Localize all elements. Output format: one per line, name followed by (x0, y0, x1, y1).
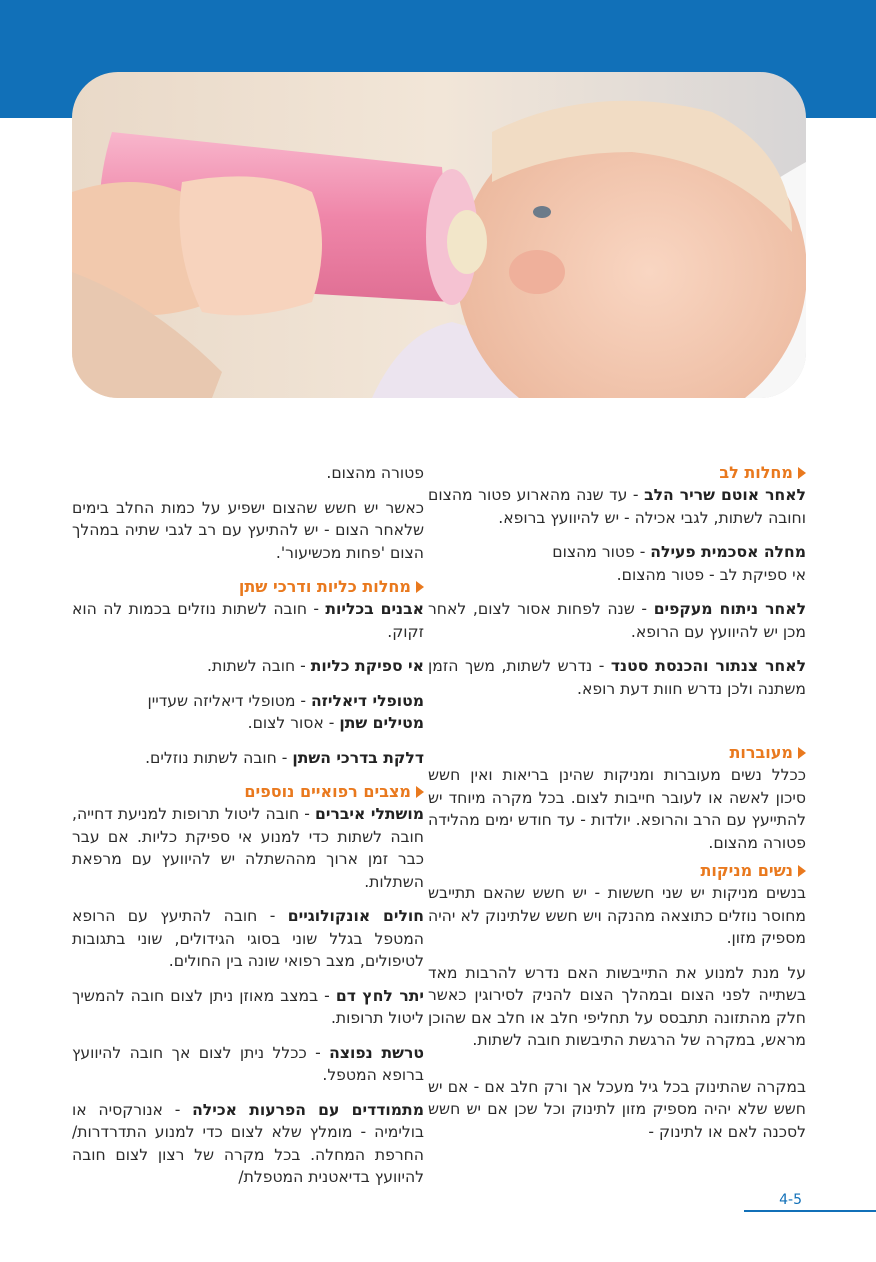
paragraph: לאחר צנתור והכנסת סטנד - נדרש לשתות, משך הזמן משתנה ולכן נדרש חוות דעת רופא. (428, 657, 807, 698)
bullet-arrow-icon (798, 747, 806, 759)
right-column (428, 462, 806, 1155)
paragraph: אי ספיקת כליות - חובה לשתות. (206, 657, 424, 675)
paragraph: פטורה מהצום. (326, 464, 424, 482)
paragraph: כאשר יש חשש שהצום ישפיע על כמות החלב בימים שלאחר הצום - יש להתיעץ עם רב לגבי שתיה במהלך הצום 'פחות מכשיעור'. (72, 498, 424, 562)
paragraph: ככלל נשים מעוברות ומניקות שהינן בריאות ואין חשש סיכון לאשה או לעובר חייבות לצום. בכל מקרה מיוחד יש להתייעץ עם הרב והרופא. יולדות - עד חודש ימים מהלידה פטורה מהצום. (428, 766, 806, 852)
section-title-other: מצבים רפואיים נוספים (72, 781, 424, 803)
paragraph: מחלה אסכמית פעילה - פטור מהצום אי ספיקת לב - פטור מהצום. (552, 543, 806, 584)
paragraph: דלקת בדרכי השתן - חובה לשתות נוזלים. (145, 748, 424, 767)
page-number: 4-5 (779, 1192, 802, 1208)
bullet-arrow-icon (416, 786, 424, 798)
page-number-underline (744, 1210, 876, 1212)
paragraph: מושתלי איברים - חובה ליטול תרופות למניעת דחייה, חובה לשתות כדי למנוע אי ספיקת כליות. אם עבר כבר זמן ארוך מההשתלה יש להיוועץ עם מרפאת השתלות. (72, 805, 425, 891)
section-title-nursing: נשים מניקות (428, 860, 806, 882)
paragraph: לאחר ניתוח מעקפים - שנה לפחות אסור לצום, לאחר מכן יש להיוועץ עם הרופא. (428, 600, 807, 641)
paragraph: בנשים מניקות יש שני חששות - יש חשש שהאם תתייבש מחוסר נוזלים כתוצאה מהנקה ויש חשש שלתינוק לא יהיה מספיק מזון. (428, 884, 806, 947)
paragraph: יתר לחץ דם - במצב מאוזן ניתן לצום חובה להמשיך ליטול תרופות. (72, 986, 424, 1027)
paragraph: מטופלי דיאליזה - מטופלי דיאליזה שעדיין מטילים שתן - אסור לצום. (147, 691, 424, 732)
paragraph: חולים אונקולוגיים - חובה להתיעץ עם הרופא המטפל בגלל שוני בסוגי הגידולים, שוני בתגובות לטיפולים, מצב רפואי שונה בין החולים. (72, 907, 424, 970)
paragraph: אבנים בכליות - חובה לשתות נוזלים בכמות לה הוא זקוק. (72, 600, 424, 641)
bullet-arrow-icon (416, 581, 424, 593)
bullet-arrow-icon (798, 467, 806, 479)
paragraph: על מנת למנוע את התייבשות האם נדרש להרבות מאד בשתייה לפני הצום ובמהלך הצום להניק לסירוגין כאשר חלק מהתזונה תתבסס על תחליפי חלב או חלב אם שהוכן מראש, במקרה של הרגשת התיבשות חובה לשתות. (428, 963, 806, 1049)
paragraph: מתמודדים עם הפרעות אכילה - אנורקסיה או בולימיה - מומלץ שלא לצום כדי למנוע התדרדרות/ החרפת המחלה. בכל מקרה של רצון לצום חובה להיוועץ בדיאטנית המטפלת/ (72, 1100, 424, 1186)
section-title-kidney: מחלות כליות ודרכי שתן (72, 576, 424, 598)
section-title-heart: מחלות לב (428, 462, 806, 484)
paragraph: לאחר אוטם שריר הלב - עד שנה מהארוע פטור מהצום וחובה לשתות, לגבי אכילה - יש להיוועץ ברופא. (428, 486, 806, 527)
paragraph: במקרה שהתינוק בכל גיל מעכל אך ורק חלב אם - אם יש חשש שלא יהיה מספיק מזון לתינוק וכל שכן אם יש חשש לסכנה לאם או לתינוק - (428, 1077, 806, 1141)
bullet-arrow-icon (798, 865, 806, 877)
baby-bottle-photo (72, 72, 806, 398)
section-title-pregnant: מעוברות (428, 742, 806, 764)
paragraph: טרשת נפוצה - ככלל ניתן לצום אך חובה להיוועץ ברופא המטפל. (72, 1043, 424, 1084)
left-column (72, 462, 424, 1201)
